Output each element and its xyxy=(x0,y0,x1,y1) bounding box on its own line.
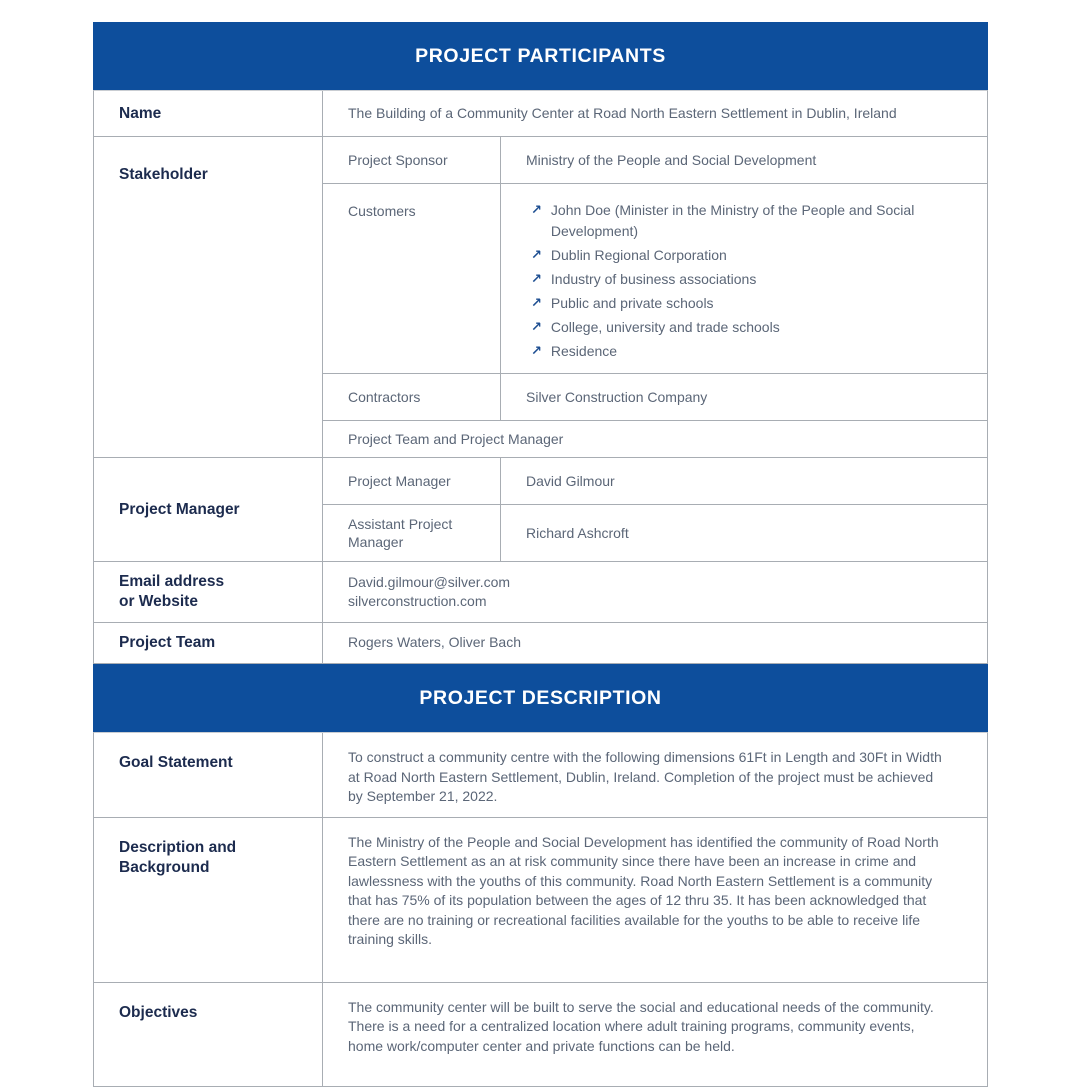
customer-entry: College, university and trade schools xyxy=(550,319,780,335)
project-manager-group-label: Project Manager xyxy=(94,458,323,561)
email-row xyxy=(93,562,988,623)
name-label: Name xyxy=(94,91,323,136)
customer-entry: Dublin Regional Corporation xyxy=(550,247,727,263)
description-background-label: Description and Background xyxy=(94,818,323,982)
arrow-bullet-icon: ↗ xyxy=(531,344,542,359)
project-sponsor-label: Project Sponsor xyxy=(323,137,501,183)
stakeholder-label: Stakeholder xyxy=(94,137,323,457)
arrow-bullet-icon: ↗ xyxy=(531,203,542,218)
customer-entry: Residence xyxy=(550,343,618,359)
contractors-label: Contractors xyxy=(323,374,501,420)
stakeholder-row xyxy=(93,137,988,458)
assistant-pm-subrow xyxy=(323,505,987,561)
project-sponsor-value: Ministry of the People and Social Development xyxy=(526,151,817,168)
project-charter-document xyxy=(93,22,988,1087)
name-row xyxy=(93,90,988,137)
objectives-row xyxy=(93,983,988,1087)
description-background-row xyxy=(93,818,988,983)
customers-subrow xyxy=(323,184,987,374)
arrow-bullet-icon: ↗ xyxy=(531,320,542,335)
list-item xyxy=(531,269,957,290)
goal-statement-label: Goal Statement xyxy=(94,733,323,817)
customers-list xyxy=(526,200,957,362)
arrow-bullet-icon: ↗ xyxy=(531,272,542,287)
project-team-value: Rogers Waters, Oliver Bach xyxy=(348,634,521,651)
customers-value xyxy=(501,184,987,373)
list-item xyxy=(531,317,957,338)
pm-subrow xyxy=(323,458,987,505)
project-team-label: Project Team xyxy=(94,623,323,663)
customer-entry: John Doe (Minister in the Ministry of the People and Social Development) xyxy=(550,202,915,239)
name-value: The Building of a Community Center at Road North Eastern Settlement in Dublin, Ireland xyxy=(348,104,897,121)
email-label-line2: or Website xyxy=(119,593,198,610)
objectives-label: Objectives xyxy=(94,983,323,1086)
email-label xyxy=(94,562,323,622)
goal-statement-text: To construct a community centre with the following dimensions 61Ft in Length and 30Ft in Width at Road North Eastern Settlement, Dublin, Ireland. Completion of the project must be achieved by September 21, 2022. xyxy=(348,749,942,804)
assistant-pm-value: Richard Ashcroft xyxy=(526,524,629,541)
objectives-text: The community center will be built to serve the social and educational needs of the community. There is a need for a centralized location where adult training programs, community events, home work/computer center and private functions can be held. xyxy=(348,998,934,1054)
customers-label: Customers xyxy=(323,184,501,373)
description-background-text: The Ministry of the People and Social Development has identified the community of Road North Eastern Settlement as an at risk community since there have been an increase in crime and lawlessness with the youths of this community. Road North Eastern Settlement is a community that has 75% of its population between the ages of 12 thru 35. It has been acknowledged that there are no training or recreational facilities available for the youths to be able to receive life training skills. xyxy=(348,833,939,947)
arrow-bullet-icon: ↗ xyxy=(531,296,542,311)
email-label-line1: Email address xyxy=(119,573,225,590)
list-item xyxy=(531,200,957,242)
customer-entry: Public and private schools xyxy=(550,295,714,311)
participants-section-header xyxy=(93,22,988,90)
description-section-title: PROJECT DESCRIPTION xyxy=(419,686,662,709)
goal-statement-row xyxy=(93,732,988,818)
contractors-subrow xyxy=(323,374,987,421)
pm-label: Project Manager xyxy=(323,458,501,504)
contractors-value: Silver Construction Company xyxy=(526,388,708,405)
email-value xyxy=(323,562,987,622)
team-and-pm-note-subrow xyxy=(323,421,987,457)
project-manager-subtable xyxy=(323,458,987,561)
project-manager-row xyxy=(93,458,988,562)
website-url: silverconstruction.com xyxy=(348,593,487,609)
pm-value: David Gilmour xyxy=(526,472,615,489)
team-and-pm-note: Project Team and Project Manager xyxy=(348,431,564,447)
stakeholder-subtable xyxy=(323,137,987,457)
list-item xyxy=(531,245,957,266)
list-item xyxy=(531,293,957,314)
project-sponsor-subrow xyxy=(323,137,987,184)
email-address: David.gilmour@silver.com xyxy=(348,573,511,590)
project-team-row xyxy=(93,623,988,664)
arrow-bullet-icon: ↗ xyxy=(531,248,542,263)
list-item xyxy=(531,341,957,362)
assistant-pm-label: Assistant Project Manager xyxy=(323,505,501,561)
participants-section-title: PROJECT PARTICIPANTS xyxy=(415,44,666,67)
customer-entry: Industry of business associations xyxy=(550,271,757,287)
description-section-header xyxy=(93,664,988,732)
